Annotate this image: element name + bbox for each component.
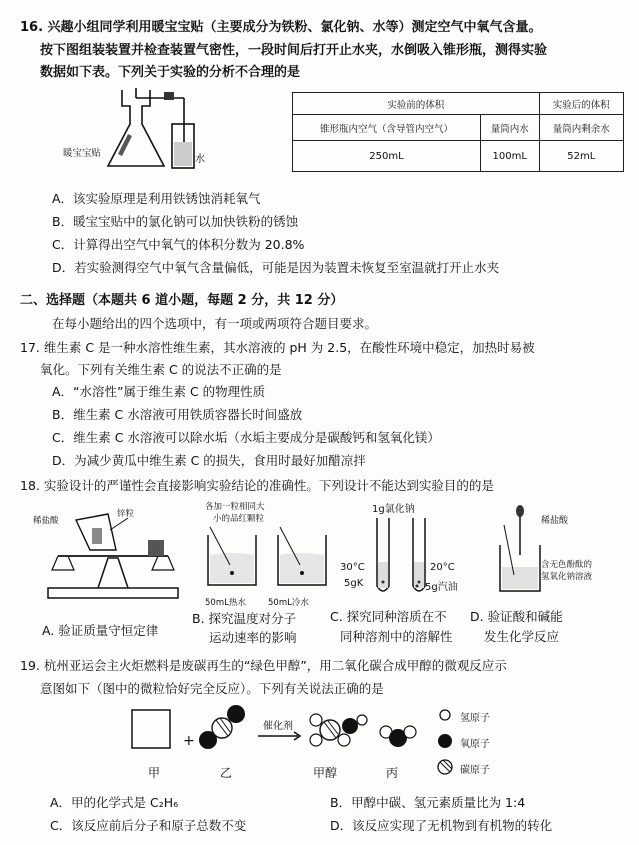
q17-option-a: A．“水溶性”属于维生素 C 的物理性质 [52,384,266,399]
q18-a-zinc-label: 锌粒 [117,509,135,519]
table-value-flask-air: 250mL [293,141,481,172]
section2-note: 在每小题给出的四个选项中，有一项或两项符合题目要求。 [52,316,378,331]
q18-caption-b1: B. 探究温度对分子 [192,611,297,626]
q18-c-k2-label: 5g汽油 [425,582,458,593]
q16-water-label: 水 [195,154,205,165]
q19-plus-sign: + [183,733,195,749]
q19-name-bing: 丙 [386,766,399,780]
q19-legend-h: 氢原子 [460,713,490,724]
q19-catalyst-label: 催化剂 [263,721,293,732]
q18-b-grains-label: 各加一粒相同大 [205,502,265,512]
q19-option-c: C．该反应前后分子和原子总数不变 [50,818,247,833]
table-col-remaining-water: 量筒内剩余水 [539,115,623,141]
q18-caption-d2: 发生化学反应 [484,629,560,644]
q18-caption-d1: D. 验证酸和碱能 [470,609,563,624]
q16-stem-line3: 数据如下表。下列关于实验的分析不合理的是 [40,65,301,80]
q18-d-naoh-label2: 氢氧化钠溶液 [541,572,593,582]
q19-stem-line1: 19. 杭州亚运会主火炬燃料是废碳再生的“绿色甲醇”，用二氧化碳合成甲醇的微观反应示 [20,658,507,673]
section2-title: 二、选择题（本题共 6 道小题，每题 2 分，共 12 分） [20,293,344,308]
q19-reaction-diagram [130,702,430,762]
table-header-before: 实验前的体积 [293,93,540,115]
q18-c-temp2-label: 20°C [430,562,455,573]
q18-a-hcl-label: 稀盐酸 [33,516,59,526]
q16-warmer-label: 暖宝宝贴 [63,148,102,159]
table-col-cylinder-water: 量筒内水 [480,115,539,141]
q16-stem-line1: 16. 兴趣小组同学利用暖宝宝贴（主要成分为铁粉、氯化钠、水等）测定空气中氧气含量。 [20,20,542,35]
q18-d-naoh-label: 含无色酚酞的 [541,560,593,570]
q18-c-temp1-label: 30°C [340,562,365,573]
table-col-flask-air: 锥形瓶内空气（含导管内空气） [293,115,481,141]
q17-stem-line1: 17. 维生素 C 是一种水溶性维生素，其水溶液的 pH 为 2.5，在酸性环境中稳定，加热时易被 [20,340,535,355]
q17-option-c: C．维生素 C 水溶液可以除水垢（水垢主要成分是碳酸钙和氢氧化镁） [52,430,440,445]
q17-option-d: D．为减少黄瓜中维生素 C 的损失，食用时最好加醋凉拌 [52,453,366,468]
q18-caption-a: A. 验证质量守恒定律 [42,623,159,638]
q16-apparatus-diagram [60,84,210,180]
q19-name-jia: 甲 [148,766,161,780]
q19-legend-symbols [432,705,458,777]
table-value-cylinder-water: 100mL [480,141,539,172]
q18-caption-c2: 同种溶剂中的溶解性 [340,629,453,644]
table-header-after: 实验后的体积 [539,93,623,115]
q19-option-a: A．甲的化学式是 C₂H₆ [50,795,179,810]
q16-stem-line2: 按下图组装装置并检查装置气密性，一段时间后打开止水夹，水倒吸入锥形瓶，测得实验 [40,43,548,58]
q19-name-jiachun: 甲醇 [313,766,338,780]
q19-stem-line2: 意图如下（图中的微粒恰好完全反应）。下列有关说法正确的是 [40,681,384,696]
q16-option-c: C．计算得出空气中氧气的体积分数为 20.8% [52,237,305,252]
q18-caption-c1: C. 探究同种溶质在不 [330,609,447,624]
table-value-remaining-water: 52mL [539,141,623,172]
q18-b-cold-label: 50mL冷水 [268,598,309,608]
q18-balance-diagram [38,500,188,610]
q18-c-nacl-label: 1g氯化钠 [372,504,415,515]
q18-b-grains-label2: 小的品红颗粒 [213,514,265,524]
q18-c-k1-label: 5gK [344,578,364,589]
q19-option-b: B．甲醇中碳、氢元素质量比为 1:4 [330,795,526,810]
q19-name-yi: 乙 [220,766,233,780]
q16-option-d: D．若实验测得空气中氧气含量偏低，可能是因为装置未恢复至室温就打开止水夹 [52,260,500,275]
q18-beakers-diagram [200,525,340,591]
q19-legend-c: 碳原子 [460,765,490,776]
q18-caption-b2: 运动速率的影响 [209,630,297,645]
q16-option-b: B．暖宝宝贴中的氯化钠可以加快铁粉的锈蚀 [52,214,299,229]
q18-stem: 18. 实验设计的严谨性会直接影响实验结论的准确性。下列设计不能达到实验目的的是 [20,478,494,493]
q16-option-a: A．该实验原理是利用铁锈蚀消耗氧气 [52,191,261,206]
q19-legend-o: 氧原子 [460,739,490,750]
q16-data-table [292,92,624,172]
q17-stem-line2: 氧化。下列有关维生素 C 的说法不正确的是 [40,362,282,377]
q18-d-hcl-label: 稀盐酸 [541,516,569,526]
q17-option-b: B．维生素 C 水溶液可用铁质容器长时间盛放 [52,407,303,422]
q18-b-hot-label: 50mL热水 [205,598,246,608]
q19-option-d: D．该反应实现了无机物到有机物的转化 [330,818,553,833]
